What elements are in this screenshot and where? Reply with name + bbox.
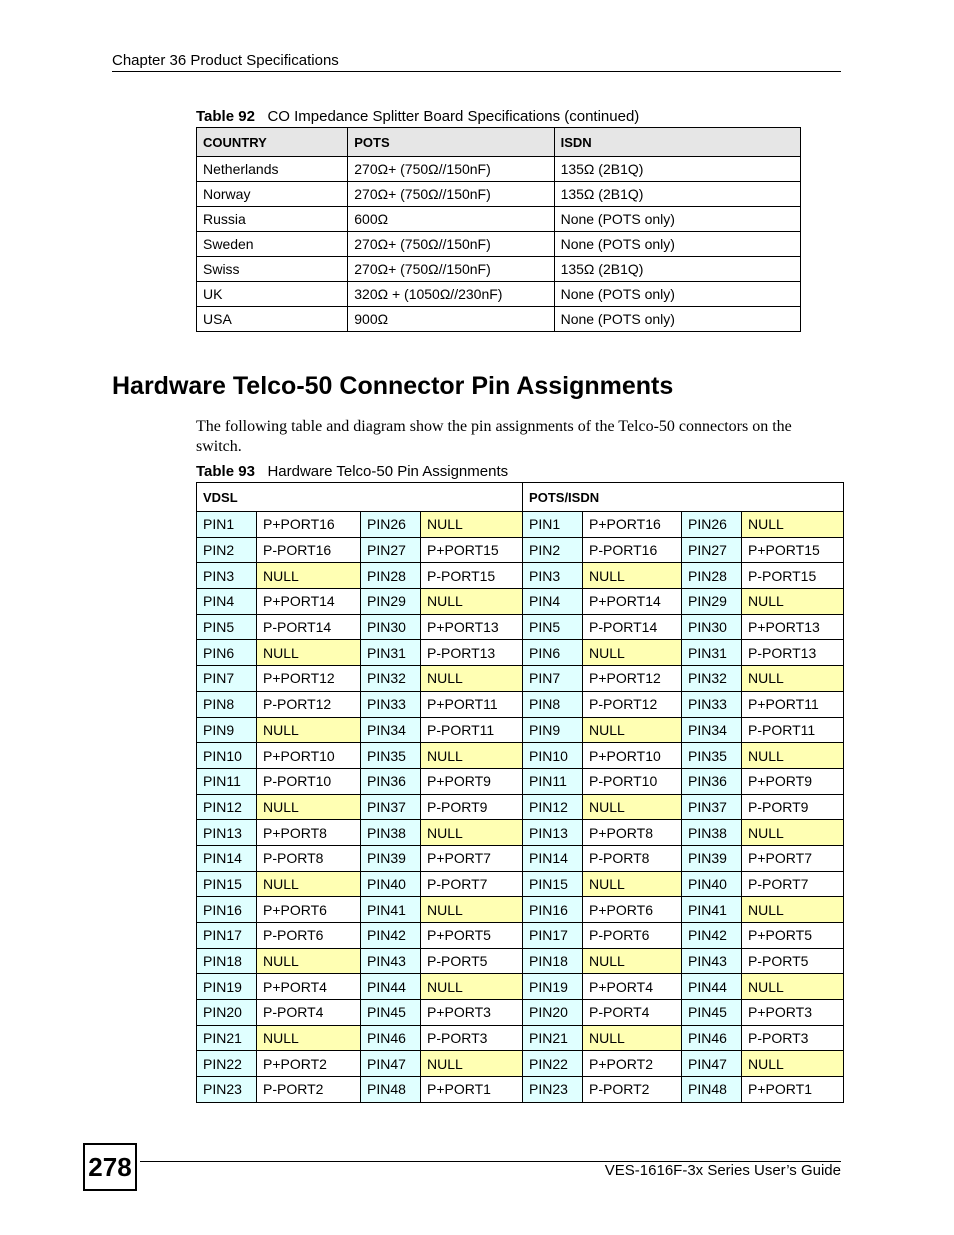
pin-cell: PIN42 xyxy=(361,923,421,949)
table-92-title: CO Impedance Splitter Board Specifications (continued) xyxy=(267,108,640,125)
pin-cell: PIN4 xyxy=(197,589,257,615)
table-row xyxy=(197,157,801,182)
pots-cell: 900Ω xyxy=(348,307,554,332)
pots-cell: 600Ω xyxy=(348,207,554,232)
isdn-cell: None (POTS only) xyxy=(554,307,800,332)
signal-cell: NULL xyxy=(257,871,361,897)
pin-cell: PIN13 xyxy=(523,820,583,846)
pin-cell: PIN15 xyxy=(523,871,583,897)
signal-cell: NULL xyxy=(421,1051,523,1077)
pin-cell: PIN48 xyxy=(682,1077,742,1103)
table-row xyxy=(197,897,844,923)
table-93-label: Table 93 xyxy=(196,463,255,480)
table-row xyxy=(197,1000,844,1026)
pin-cell: PIN30 xyxy=(361,614,421,640)
country-cell: Netherlands xyxy=(197,157,348,182)
signal-cell: P-PORT10 xyxy=(583,768,682,794)
table-row xyxy=(197,563,844,589)
signal-cell: P-PORT13 xyxy=(421,640,523,666)
pin-cell: PIN17 xyxy=(197,923,257,949)
isdn-cell: None (POTS only) xyxy=(554,232,800,257)
signal-cell: P+PORT3 xyxy=(421,1000,523,1026)
pin-cell: PIN46 xyxy=(361,1025,421,1051)
country-cell: Sweden xyxy=(197,232,348,257)
table-row xyxy=(197,666,844,692)
signal-cell: P+PORT8 xyxy=(583,820,682,846)
pin-cell: PIN47 xyxy=(682,1051,742,1077)
signal-cell: P+PORT2 xyxy=(583,1051,682,1077)
signal-cell: NULL xyxy=(742,666,844,692)
pin-cell: PIN19 xyxy=(197,974,257,1000)
signal-cell: NULL xyxy=(583,794,682,820)
table-row xyxy=(197,207,801,232)
pin-table-group-header xyxy=(197,483,844,512)
signal-cell: NULL xyxy=(742,1051,844,1077)
pin-cell: PIN18 xyxy=(197,948,257,974)
table-row xyxy=(197,307,801,332)
signal-cell: P-PORT14 xyxy=(257,614,361,640)
pin-cell: PIN1 xyxy=(523,512,583,538)
pin-cell: PIN48 xyxy=(361,1077,421,1103)
signal-cell: NULL xyxy=(257,794,361,820)
pin-cell: PIN38 xyxy=(682,820,742,846)
pin-cell: PIN17 xyxy=(523,923,583,949)
table-row xyxy=(197,923,844,949)
pin-cell: PIN6 xyxy=(197,640,257,666)
pin-cell: PIN5 xyxy=(197,614,257,640)
table-row xyxy=(197,871,844,897)
pin-cell: PIN29 xyxy=(682,589,742,615)
signal-cell: NULL xyxy=(583,563,682,589)
signal-cell: NULL xyxy=(421,666,523,692)
signal-cell: NULL xyxy=(583,640,682,666)
group-header-pots-isdn: POTS/ISDN xyxy=(523,483,844,512)
signal-cell: NULL xyxy=(257,1025,361,1051)
isdn-cell: None (POTS only) xyxy=(554,207,800,232)
signal-cell: P+PORT16 xyxy=(583,512,682,538)
pin-cell: PIN19 xyxy=(523,974,583,1000)
signal-cell: P+PORT4 xyxy=(257,974,361,1000)
pin-cell: PIN45 xyxy=(682,1000,742,1026)
pin-cell: PIN2 xyxy=(197,537,257,563)
header-rule xyxy=(112,71,841,72)
table-row xyxy=(197,512,844,538)
table-row xyxy=(197,1025,844,1051)
pin-cell: PIN3 xyxy=(197,563,257,589)
pin-cell: PIN16 xyxy=(523,897,583,923)
signal-cell: P+PORT16 xyxy=(257,512,361,538)
pin-cell: PIN20 xyxy=(197,1000,257,1026)
signal-cell: P-PORT4 xyxy=(583,1000,682,1026)
signal-cell: P-PORT15 xyxy=(742,563,844,589)
impedance-table xyxy=(196,127,801,332)
signal-cell: P-PORT8 xyxy=(257,845,361,871)
table-92-label: Table 92 xyxy=(196,108,255,125)
signal-cell: P-PORT3 xyxy=(421,1025,523,1051)
pots-cell: 270Ω+ (750Ω//150nF) xyxy=(348,232,554,257)
table-92-caption xyxy=(196,108,639,125)
pin-cell: PIN37 xyxy=(682,794,742,820)
signal-cell: P+PORT12 xyxy=(583,666,682,692)
pin-cell: PIN45 xyxy=(361,1000,421,1026)
pin-cell: PIN8 xyxy=(523,691,583,717)
pin-cell: PIN31 xyxy=(361,640,421,666)
pin-cell: PIN15 xyxy=(197,871,257,897)
signal-cell: P-PORT7 xyxy=(421,871,523,897)
signal-cell: P-PORT5 xyxy=(742,948,844,974)
pin-cell: PIN6 xyxy=(523,640,583,666)
pin-cell: PIN10 xyxy=(523,743,583,769)
pin-cell: PIN27 xyxy=(682,537,742,563)
pin-cell: PIN32 xyxy=(361,666,421,692)
intro-paragraph: The following table and diagram show the pin assignments of the Telco-50 connectors on the switch. xyxy=(196,418,792,455)
pin-cell: PIN33 xyxy=(361,691,421,717)
signal-cell: P+PORT1 xyxy=(742,1077,844,1103)
pin-cell: PIN35 xyxy=(682,743,742,769)
pin-cell: PIN5 xyxy=(523,614,583,640)
signal-cell: P+PORT9 xyxy=(742,768,844,794)
pots-cell: 270Ω+ (750Ω//150nF) xyxy=(348,257,554,282)
table-row xyxy=(197,640,844,666)
signal-cell: NULL xyxy=(583,717,682,743)
signal-cell: NULL xyxy=(742,974,844,1000)
pin-cell: PIN28 xyxy=(361,563,421,589)
pin-cell: PIN10 xyxy=(197,743,257,769)
pin-cell: PIN38 xyxy=(361,820,421,846)
pin-cell: PIN12 xyxy=(197,794,257,820)
signal-cell: P+PORT3 xyxy=(742,1000,844,1026)
signal-cell: NULL xyxy=(257,948,361,974)
pots-cell: 270Ω+ (750Ω//150nF) xyxy=(348,157,554,182)
signal-cell: NULL xyxy=(742,820,844,846)
column-header-isdn: ISDN xyxy=(554,128,800,157)
signal-cell: P-PORT13 xyxy=(742,640,844,666)
signal-cell: P+PORT4 xyxy=(583,974,682,1000)
pin-cell: PIN30 xyxy=(682,614,742,640)
signal-cell: P-PORT11 xyxy=(742,717,844,743)
signal-cell: NULL xyxy=(421,974,523,1000)
signal-cell: P-PORT6 xyxy=(257,923,361,949)
table-row xyxy=(197,691,844,717)
pin-cell: PIN13 xyxy=(197,820,257,846)
signal-cell: NULL xyxy=(421,512,523,538)
signal-cell: P+PORT6 xyxy=(583,897,682,923)
pin-cell: PIN47 xyxy=(361,1051,421,1077)
pin-cell: PIN2 xyxy=(523,537,583,563)
signal-cell: P+PORT11 xyxy=(421,691,523,717)
pots-cell: 270Ω+ (750Ω//150nF) xyxy=(348,182,554,207)
signal-cell: P-PORT15 xyxy=(421,563,523,589)
group-header-vdsl: VDSL xyxy=(197,483,523,512)
signal-cell: P+PORT5 xyxy=(421,923,523,949)
signal-cell: P+PORT13 xyxy=(742,614,844,640)
pin-cell: PIN26 xyxy=(361,512,421,538)
pin-cell: PIN12 xyxy=(523,794,583,820)
pin-cell: PIN39 xyxy=(682,845,742,871)
pin-cell: PIN39 xyxy=(361,845,421,871)
signal-cell: P-PORT10 xyxy=(257,768,361,794)
pin-cell: PIN23 xyxy=(197,1077,257,1103)
signal-cell: P-PORT3 xyxy=(742,1025,844,1051)
table-row xyxy=(197,717,844,743)
signal-cell: P-PORT7 xyxy=(742,871,844,897)
table-93-title: Hardware Telco-50 Pin Assignments xyxy=(267,463,509,480)
table-row xyxy=(197,794,844,820)
impedance-table-header xyxy=(197,128,801,157)
signal-cell: P-PORT9 xyxy=(421,794,523,820)
pin-cell: PIN18 xyxy=(523,948,583,974)
pin-cell: PIN23 xyxy=(523,1077,583,1103)
pin-cell: PIN44 xyxy=(361,974,421,1000)
column-header-country: COUNTRY xyxy=(197,128,348,157)
pin-cell: PIN42 xyxy=(682,923,742,949)
signal-cell: NULL xyxy=(421,589,523,615)
country-cell: USA xyxy=(197,307,348,332)
table-row xyxy=(197,589,844,615)
signal-cell: NULL xyxy=(421,820,523,846)
country-cell: Swiss xyxy=(197,257,348,282)
table-row xyxy=(197,182,801,207)
pin-cell: PIN43 xyxy=(682,948,742,974)
pin-cell: PIN9 xyxy=(523,717,583,743)
signal-cell: NULL xyxy=(421,743,523,769)
signal-cell: NULL xyxy=(257,717,361,743)
pin-cell: PIN32 xyxy=(682,666,742,692)
pin-cell: PIN28 xyxy=(682,563,742,589)
signal-cell: P+PORT2 xyxy=(257,1051,361,1077)
pin-cell: PIN8 xyxy=(197,691,257,717)
signal-cell: NULL xyxy=(583,948,682,974)
signal-cell: P+PORT1 xyxy=(421,1077,523,1103)
pin-cell: PIN41 xyxy=(361,897,421,923)
signal-cell: P+PORT13 xyxy=(421,614,523,640)
signal-cell: P+PORT14 xyxy=(257,589,361,615)
pin-cell: PIN26 xyxy=(682,512,742,538)
pin-cell: PIN20 xyxy=(523,1000,583,1026)
table-row xyxy=(197,768,844,794)
pin-cell: PIN7 xyxy=(197,666,257,692)
pin-cell: PIN33 xyxy=(682,691,742,717)
pin-cell: PIN41 xyxy=(682,897,742,923)
pin-cell: PIN11 xyxy=(523,768,583,794)
pin-cell: PIN16 xyxy=(197,897,257,923)
signal-cell: NULL xyxy=(583,1025,682,1051)
pin-cell: PIN35 xyxy=(361,743,421,769)
signal-cell: P+PORT9 xyxy=(421,768,523,794)
table-row xyxy=(197,537,844,563)
table-row xyxy=(197,1051,844,1077)
signal-cell: NULL xyxy=(421,897,523,923)
table-row xyxy=(197,820,844,846)
pin-cell: PIN21 xyxy=(197,1025,257,1051)
pin-cell: PIN11 xyxy=(197,768,257,794)
isdn-cell: 135Ω (2B1Q) xyxy=(554,157,800,182)
signal-cell: P+PORT11 xyxy=(742,691,844,717)
table-row xyxy=(197,282,801,307)
chapter-header: Chapter 36 Product Specifications xyxy=(112,52,339,69)
isdn-cell: None (POTS only) xyxy=(554,282,800,307)
pin-cell: PIN1 xyxy=(197,512,257,538)
signal-cell: P+PORT7 xyxy=(421,845,523,871)
pin-cell: PIN14 xyxy=(197,845,257,871)
pin-cell: PIN40 xyxy=(361,871,421,897)
table-row xyxy=(197,257,801,282)
signal-cell: P+PORT15 xyxy=(742,537,844,563)
page-number: 278 xyxy=(83,1143,137,1191)
signal-cell: P-PORT6 xyxy=(583,923,682,949)
pots-cell: 320Ω + (1050Ω//230nF) xyxy=(348,282,554,307)
pin-cell: PIN34 xyxy=(361,717,421,743)
signal-cell: NULL xyxy=(742,897,844,923)
table-row xyxy=(197,743,844,769)
signal-cell: P-PORT5 xyxy=(421,948,523,974)
country-cell: Russia xyxy=(197,207,348,232)
pin-cell: PIN7 xyxy=(523,666,583,692)
pin-cell: PIN9 xyxy=(197,717,257,743)
pin-cell: PIN36 xyxy=(682,768,742,794)
table-row xyxy=(197,614,844,640)
pin-cell: PIN22 xyxy=(197,1051,257,1077)
signal-cell: P+PORT12 xyxy=(257,666,361,692)
isdn-cell: 135Ω (2B1Q) xyxy=(554,257,800,282)
signal-cell: P-PORT12 xyxy=(583,691,682,717)
signal-cell: P-PORT12 xyxy=(257,691,361,717)
isdn-cell: 135Ω (2B1Q) xyxy=(554,182,800,207)
column-header-pots: POTS xyxy=(348,128,554,157)
signal-cell: NULL xyxy=(742,589,844,615)
country-cell: Norway xyxy=(197,182,348,207)
pin-cell: PIN36 xyxy=(361,768,421,794)
pin-cell: PIN27 xyxy=(361,537,421,563)
signal-cell: P+PORT8 xyxy=(257,820,361,846)
signal-cell: P-PORT11 xyxy=(421,717,523,743)
table-row xyxy=(197,948,844,974)
pin-assignment-table xyxy=(196,482,844,1103)
table-row xyxy=(197,845,844,871)
signal-cell: P-PORT9 xyxy=(742,794,844,820)
signal-cell: P+PORT10 xyxy=(583,743,682,769)
signal-cell: P-PORT16 xyxy=(583,537,682,563)
signal-cell: NULL xyxy=(742,512,844,538)
signal-cell: P-PORT14 xyxy=(583,614,682,640)
signal-cell: NULL xyxy=(742,743,844,769)
pin-cell: PIN31 xyxy=(682,640,742,666)
country-cell: UK xyxy=(197,282,348,307)
pin-cell: PIN34 xyxy=(682,717,742,743)
signal-cell: P+PORT10 xyxy=(257,743,361,769)
signal-cell: NULL xyxy=(257,640,361,666)
signal-cell: P+PORT5 xyxy=(742,923,844,949)
pin-cell: PIN44 xyxy=(682,974,742,1000)
guide-title: VES-1616F-3x Series User’s Guide xyxy=(604,1162,841,1179)
signal-cell: P-PORT2 xyxy=(583,1077,682,1103)
pin-cell: PIN43 xyxy=(361,948,421,974)
pin-cell: PIN46 xyxy=(682,1025,742,1051)
table-93-caption xyxy=(196,463,508,480)
signal-cell: P+PORT15 xyxy=(421,537,523,563)
pin-cell: PIN21 xyxy=(523,1025,583,1051)
signal-cell: P+PORT7 xyxy=(742,845,844,871)
signal-cell: P-PORT16 xyxy=(257,537,361,563)
pin-cell: PIN4 xyxy=(523,589,583,615)
section-title: Hardware Telco-50 Connector Pin Assignments xyxy=(112,372,674,400)
pin-cell: PIN29 xyxy=(361,589,421,615)
signal-cell: P-PORT4 xyxy=(257,1000,361,1026)
signal-cell: NULL xyxy=(583,871,682,897)
signal-cell: NULL xyxy=(257,563,361,589)
pin-cell: PIN3 xyxy=(523,563,583,589)
pin-cell: PIN40 xyxy=(682,871,742,897)
table-row xyxy=(197,974,844,1000)
pin-cell: PIN22 xyxy=(523,1051,583,1077)
pin-cell: PIN14 xyxy=(523,845,583,871)
signal-cell: P-PORT2 xyxy=(257,1077,361,1103)
table-row xyxy=(197,1077,844,1103)
signal-cell: P-PORT8 xyxy=(583,845,682,871)
signal-cell: P+PORT6 xyxy=(257,897,361,923)
table-row xyxy=(197,232,801,257)
pin-cell: PIN37 xyxy=(361,794,421,820)
signal-cell: P+PORT14 xyxy=(583,589,682,615)
